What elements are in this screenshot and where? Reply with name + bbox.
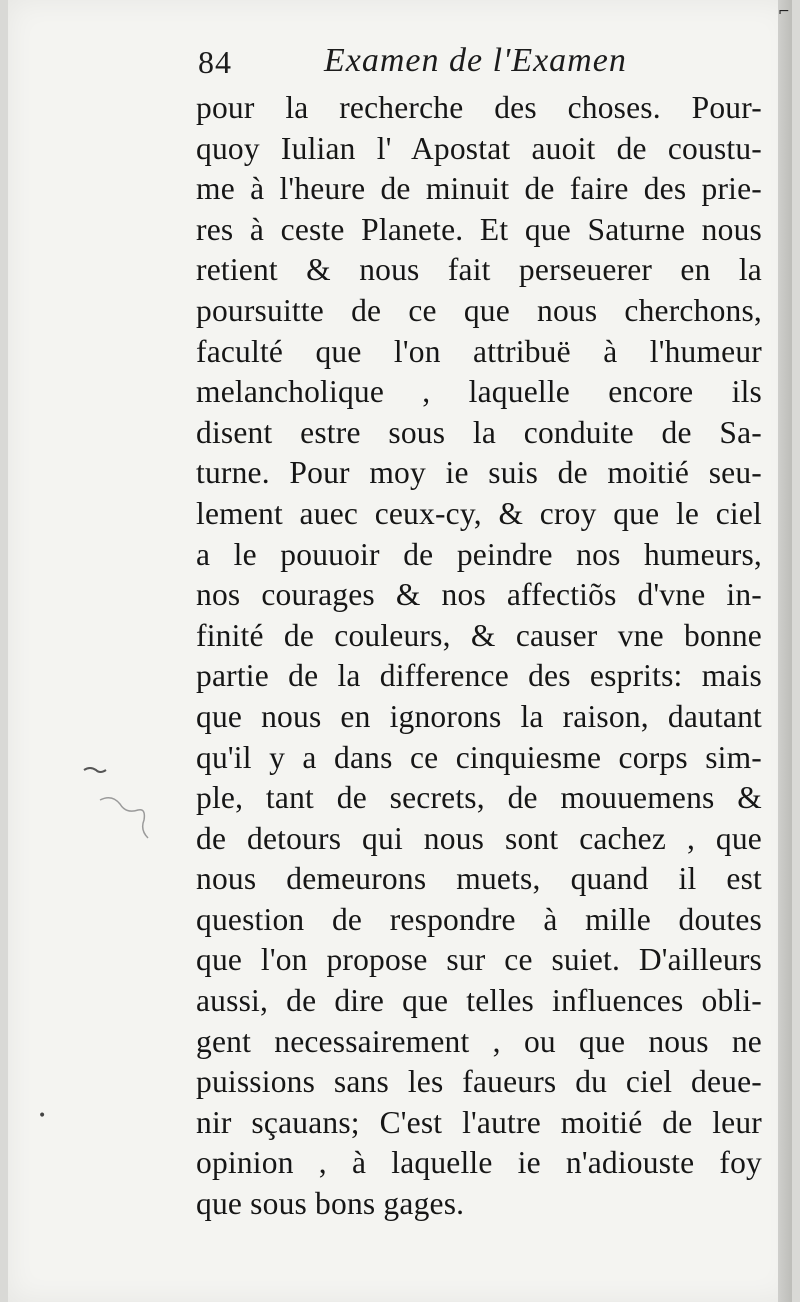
text-line: poursuitte de ce que nous cherchons, [196, 292, 762, 328]
body-text [196, 88, 762, 1225]
text-line: opinion , à laquelle ie n'adiouste foy [196, 1145, 762, 1181]
text-line: a le pouuoir de peindre nos humeurs, [196, 536, 762, 572]
text-line: question de respondre à mille doutes [196, 901, 762, 937]
text-line: retient & nous fait perseuerer en la [196, 252, 762, 288]
text-line: melancholique , laquelle encore ils [196, 374, 762, 410]
page-number: 84 [198, 44, 232, 80]
text-line: puissions sans les faueurs du ciel deue- [196, 1064, 762, 1100]
margin-dot: • [38, 1108, 47, 1124]
text-line: que l'on propose sur ce suiet. D'ailleurs [196, 942, 762, 978]
text-line: me à l'heure de minuit de faire des prie- [196, 171, 762, 207]
text-line: de detours qui nous sont cachez , que [196, 820, 762, 856]
running-title: Examen de l'Examen [324, 42, 627, 79]
text-line: nos courages & nos affectiõs d'vne in- [196, 577, 762, 613]
margin-pencil-mark [78, 760, 158, 850]
text-line: aussi, de dire que telles influences obli- [196, 983, 762, 1019]
text-line: nir sçauans; C'est l'autre moitié de leur [196, 1104, 762, 1140]
page-header [198, 40, 758, 90]
text-line: pour la recherche des choses. Pour- [196, 90, 762, 125]
text-line: qu'il y a dans ce cinquiesme corps sim- [196, 739, 762, 775]
text-line: turne. Pour moy ie suis de moitié seu- [196, 455, 762, 491]
text-line: nous demeurons muets, quand il est [196, 861, 762, 897]
text-line: disent estre sous la conduite de Sa- [196, 414, 762, 450]
text-line: ple, tant de secrets, de mouuemens & [196, 780, 762, 816]
text-line: partie de la difference des esprits: mais [196, 658, 762, 694]
text-line: lement auec ceux-cy, & croy que le ciel [196, 495, 762, 531]
corner-mark: ⌐ [778, 4, 790, 20]
text-line: faculté que l'on attribuë à l'humeur [196, 333, 762, 369]
text-line-last: que sous bons gages. [196, 1186, 465, 1222]
text-line: res à ceste Planete. Et que Saturne nous [196, 211, 762, 247]
page-edge-shadow [778, 0, 792, 1302]
text-line: gent necessairement , ou que nous ne [196, 1023, 762, 1059]
text-line: finité de couleurs, & causer vne bonne [196, 617, 762, 653]
book-page [8, 0, 792, 1302]
text-line: que nous en ignorons la raison, dautant [196, 698, 762, 734]
text-line: quoy Iulian l' Apostat auoit de coustu- [196, 130, 762, 166]
